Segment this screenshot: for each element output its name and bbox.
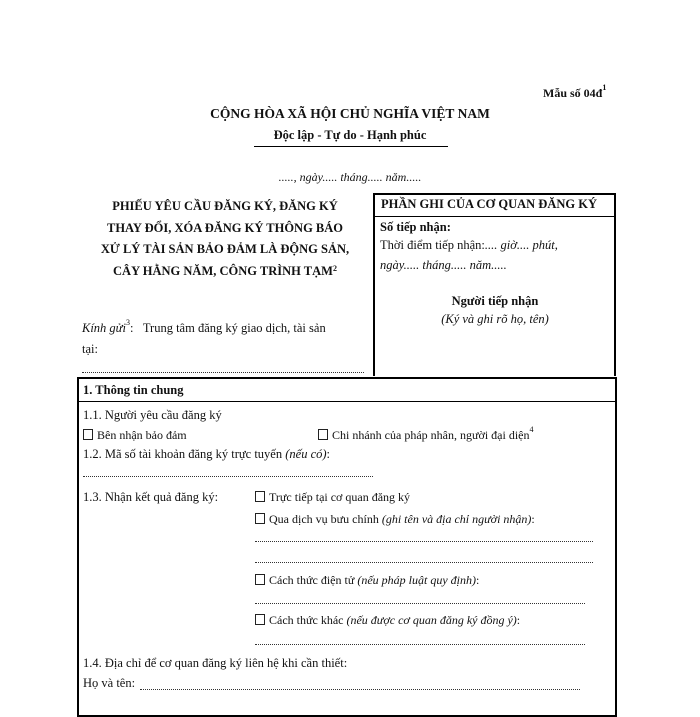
form-code: Mẫu số $04đ^1$ (543, 83, 607, 100)
recipient-tail: tại: (82, 342, 98, 356)
doc-title: PHIẾU YÊU CẦU ĐĂNG KÝ, ĐĂNG KÝ THAY ĐỔI, XÓA ĐĂNG KÝ THÔNG BÁO XỬ LÝ TÀI SẢN BẢO ĐẢM LÀ ĐỘNG SẢN, CÂY HẰNG NĂM, CÔNG TRÌNH TẠM$^2$ (100, 199, 350, 278)
received-time: Thời điểm tiếp nhận:.... giờ.... phút, (380, 238, 558, 252)
received-date: ngày..... tháng..... năm..... (380, 258, 507, 272)
option-direct[interactable]: Trực tiếp tại cơ quan đăng ký (255, 490, 410, 505)
item-1-4: 1.4. Địa chỉ để cơ quan đăng ký liên hệ khi cần thiết: (83, 656, 348, 670)
section1-title: 1. Thông tin chung (83, 383, 184, 397)
option-branch-representative[interactable]: Chi nhánh của pháp nhân, người đại diện$^4$ (318, 428, 533, 443)
postal-field-1[interactable] (255, 541, 593, 542)
date-line: ....., ngày..... tháng..... năm..... (278, 170, 422, 184)
checkbox[interactable] (83, 429, 93, 440)
checkbox[interactable] (318, 429, 328, 440)
agency-box-divider (373, 216, 616, 217)
receipt-number-label: Số tiếp nhận: (380, 220, 451, 234)
agency-box-heading: PHẦN GHI CỦA CƠ QUAN ĐĂNG KÝ (381, 197, 597, 211)
option-other[interactable]: Cách thức khác (nếu được cơ quan đăng ký đồng ý): (255, 613, 520, 628)
checkbox[interactable] (255, 491, 265, 502)
other-method-field[interactable] (255, 644, 585, 645)
option-postal[interactable]: Qua dịch vụ bưu chính (ghi tên và địa chỉ người nhận): (255, 512, 535, 527)
item-1-2: 1.2. Mã số tài khoản đăng ký trực tuyến (nếu có): (83, 447, 331, 461)
receiver-sign-note: (Ký và ghi rõ họ, tên) (441, 312, 549, 326)
account-number-field[interactable] (83, 476, 373, 477)
motto: Độc lập - Tự do - Hạnh phúc (273, 128, 427, 142)
checkbox[interactable] (255, 574, 265, 585)
option-secured-party[interactable]: Bên nhận bảo đảm (83, 428, 187, 443)
item-1-1: 1.1. Người yêu cầu đăng ký (83, 408, 222, 422)
name-label: Họ và tên: (83, 676, 136, 690)
recipient-line: Kính gửi$^3$: Trung tâm đăng ký giao dịch, tài sản (82, 318, 326, 335)
motto-underline (254, 146, 448, 147)
name-field[interactable] (140, 689, 580, 690)
national-title: CỘNG HÒA XÃ HỘI CHỦ NGHĨA VIỆT NAM (210, 106, 490, 121)
checkbox[interactable] (255, 513, 265, 524)
electronic-field[interactable] (255, 603, 585, 604)
postal-field-2[interactable] (255, 562, 593, 563)
receiver-title: Người tiếp nhận (451, 294, 539, 308)
section1-header-divider (77, 401, 617, 402)
checkbox[interactable] (255, 614, 265, 625)
option-electronic[interactable]: Cách thức điện tử (nếu pháp luật quy định): (255, 573, 479, 588)
recipient-dotted-line (82, 372, 364, 373)
item-1-3: 1.3. Nhận kết quả đăng ký: (83, 490, 219, 504)
